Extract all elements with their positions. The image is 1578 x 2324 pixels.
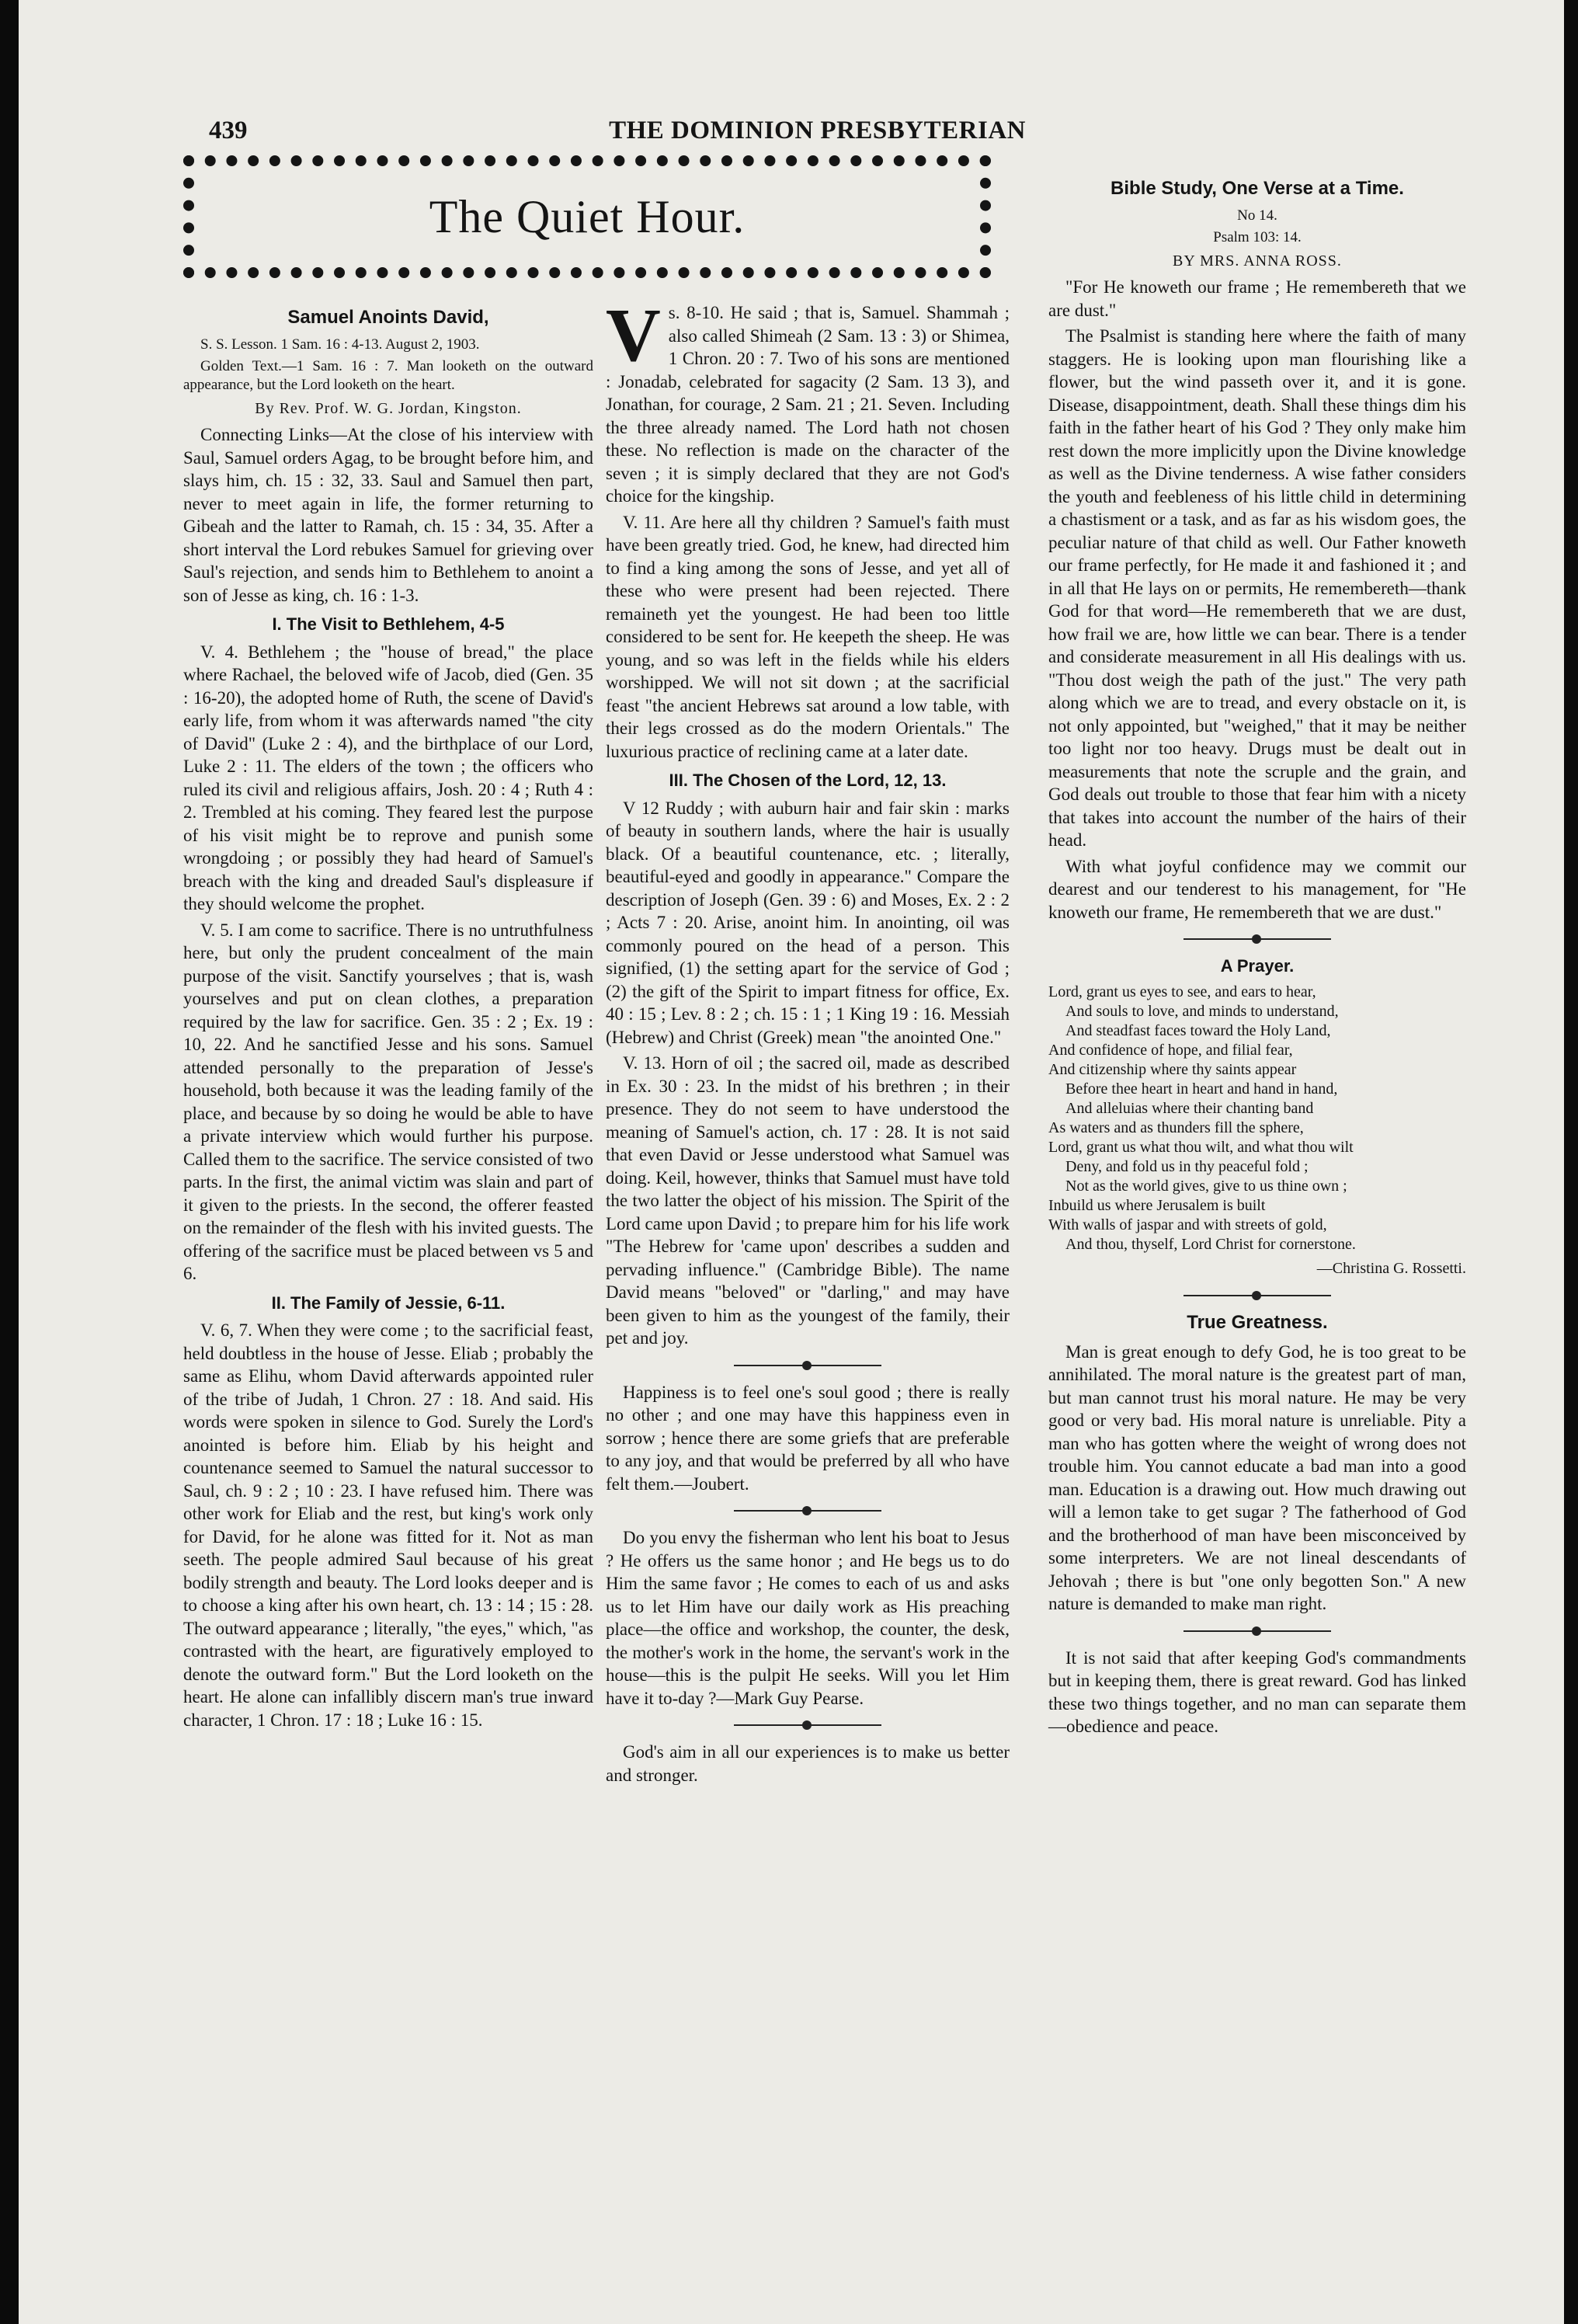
poem-line: Lord, grant us what thou wilt, and what thou wilt bbox=[1048, 1138, 1354, 1156]
poem-line: And confidence of hope, and filial fear, bbox=[1048, 1041, 1293, 1059]
paragraph: With what joyful confidence may we commit our dearest and our tenderest to his management, for "He knoweth our frame, He remembereth that we are dust." bbox=[1048, 856, 1466, 922]
section-divider bbox=[734, 1503, 881, 1519]
drop-cap: V bbox=[606, 294, 661, 377]
article-heading: Bible Study, One Verse at a Time. bbox=[1111, 178, 1404, 199]
column-middle bbox=[606, 294, 1010, 1790]
paragraph: It is not said that after keeping God's commandments but in keeping them, there is great reward. God has linked these two things together, and no man can separate them—obedience and peace. bbox=[1048, 1647, 1466, 1736]
section-title-box bbox=[183, 155, 991, 278]
article-byline: By Rev. Prof. W. G. Jordan, Kingston. bbox=[255, 399, 522, 417]
paragraph: V. 4. Bethlehem ; the "house of bread," the place where Rachael, the beloved wife of Jacob, died (Gen. 35 : 16-20), the adopted home of Ruth, the scene of David's early life, from whom it was afterwards named "the city of David" (Luke 2 : 4), and the birthplace of our Lord, Luke 2 : 11. The elders of the town ; the officers who ruled its civil and religious affairs, Josh. 20 : 4 ; Ruth 4 : 2. Trembled at his coming. They feared lest the purpose of his visit might be to reprove and punish some wrongdoing ; or possibly they had heard of Samuel's breach with the king and dreaded Saul's displeasure if they should welcome the prophet. bbox=[183, 642, 593, 913]
paragraph: God's aim in all our experiences is to make us better and stronger. bbox=[606, 1742, 1010, 1785]
poem-line: And citizenship where thy saints appear bbox=[1048, 1060, 1297, 1078]
lesson-reference: S. S. Lesson. 1 Sam. 16 : 4-13. August 2, 1903. bbox=[200, 336, 480, 353]
column-right bbox=[1048, 172, 1466, 1741]
paragraph: V. 6, 7. When they were come ; to the sacrificial feast, held doubtless in the house of Jesse. Eliab ; probably the same as Elihu, whom David afterwards appointed ruler of the tribe of Judah, 1 Chron. 27 : 18. And said. His words were spoken in silence to God. Surely the Lord's anointed is before him. Eliab by his height and countenance seemed to Samuel the natural successor to Saul, ch. 9 : 2 ; 10 : 23. I have refused him. There was other work for Eliab and the rest, but king's work only for David, for he alone was fitted for it. Not as man seeth. The people admired Saul because of his great bodily strength and beauty. The Lord looks deeper and is to choose a king after his own heart, ch. 13 : 14 ; 15 : 28. The outward appearance ; literally, "the eyes," which, "as contrasted with the heart, are figuratively employed to denote the outward form." But the Lord looketh on the heart. He alone can infallibly discern man's true inward character, 1 Chron. 17 : 18 ; Luke 16 : 15. bbox=[183, 1320, 593, 1730]
column-left bbox=[183, 301, 593, 1734]
subheading: III. The Chosen of the Lord, 12, 13. bbox=[669, 771, 947, 790]
newspaper-page bbox=[19, 0, 1564, 2324]
section-divider bbox=[1184, 1623, 1331, 1639]
subheading: II. The Family of Jessie, 6-11. bbox=[271, 1292, 506, 1313]
subheading: I. The Visit to Bethlehem, 4-5 bbox=[272, 614, 505, 634]
poem-line: Before thee heart in heart and hand in hand, bbox=[1065, 1080, 1338, 1098]
article-heading: True Greatness. bbox=[1187, 1312, 1328, 1333]
psalm-reference: Psalm 103: 14. bbox=[1213, 228, 1302, 245]
study-number: No 14. bbox=[1237, 207, 1277, 224]
paragraph: Man is great enough to defy God, he is too great to be annihilated. The moral nature is the greatest part of man, but man cannot trust his moral nature. He may be very good or very bad. His moral nature is unreliable. Pity a man who has gotten where the weight of wrong does not trouble him. You cannot educate a bad man into a good man. Education is a drawing out. How much drawing out will a lemon take to get sugar ? The fatherhood of God and the brotherhood of man have been misconceived by some interpreters. We are not lineal descendants of Jehovah ; there is but "one only begotten Son." A new nature is demanded to make man right. bbox=[1048, 1341, 1466, 1613]
golden-text: Golden Text.—1 Sam. 16 : 7. Man looketh on the outward appearance, but the Lord looketh on the heart. bbox=[183, 357, 593, 393]
article-byline: BY MRS. ANNA ROSS. bbox=[1173, 252, 1342, 270]
poem-line: And thou, thyself, Lord Christ for cornerstone. bbox=[1065, 1235, 1356, 1253]
paragraph: Do you envy the fisherman who lent his boat to Jesus ? He offers us the same honor ; and He begs us to do Him the same favor ; He comes to each of us and asks us to let Him have our daily work as His preaching place—the office and workshop, the counter, the desk, the mother's work in the home, the servant's work in the house—this is the pulpit He seeks. Will you let Him have it to-day ?—Mark Guy Pearse. bbox=[606, 1528, 1010, 1708]
poem-line: And alleluias where their chanting band bbox=[1065, 1099, 1314, 1117]
poem-line: Not as the world gives, give to us thine own ; bbox=[1065, 1177, 1347, 1195]
section-divider bbox=[1184, 931, 1331, 947]
section-title: The Quiet Hour. bbox=[429, 190, 746, 242]
paragraph: The Psalmist is standing here where the faith of many staggers. He is looking upon man flourishing like a flower, but the wind passeth over it, and it is gone. Disease, disappointment, death. Shall these things dim his faith in the father heart of his God ? They only make him rest down the more implicitly upon the Divine knowledge as well as the Divine tenderness. A wise father considers the youth and feebleness of his little child in determining a chastisment or a task, and as far as his wisdom goes, the peculiar nature of that child as well. Our Father knoweth our frame perfectly, for He made it and fashioned it ; and in all that He lays on or permits, He remembereth—thank God for that word—He remembereth that we are dust, how frail we are, how little we can bear. There is a tender and considerate measurement in all His dealings with us. "Thou dost weigh the path of the just." The very path along which we are to tread, and every obstacle on it, is not only appointed, but "weighed," that it may be neither too light nor too heavy. Drugs must be dealt out in measurements that note the scruple and the grain, and God deals out trouble to those that fear him with a nicety that takes into account the number of the hairs of their head. bbox=[1048, 326, 1466, 850]
publication-title: THE DOMINION PRESBYTERIAN bbox=[609, 117, 1026, 144]
running-head bbox=[209, 117, 1026, 148]
paragraph: V. 13. Horn of oil ; the sacred oil, made as described in Ex. 30 : 23. In the midst of his brethren ; in their presence. They do not seem to have understood the meaning of Samuel's action, ch. 17 : 28. It is not said that even David or Jesse understood what Samuel was doing. Keil, however, thinks that Samuel must have told the two latter the object of his mission. The Spirit of the Lord came upon David ; to prepare him for his life work "The Hebrew for 'came upon' describes a sudden and pervading influence." (Cambridge Bible). The name David means "beloved" or "darling," and may have been given to him as the youngest of the family, their pet and joy. bbox=[606, 1053, 1010, 1348]
section-divider bbox=[734, 1358, 881, 1373]
subheading: A Prayer. bbox=[1220, 956, 1295, 976]
poem-line: Deny, and fold us in thy peaceful fold ; bbox=[1065, 1157, 1309, 1175]
paragraph: Connecting Links—At the close of his interview with Saul, Samuel orders Agag, to be brought before him, and slays him, ch. 15 : 32, 33. Saul and Samuel then part, never to meet again in life, the former returning to Gibeah and the latter to Ramah, ch. 15 : 34, 35. After a short interval the Lord rebukes Samuel for grieving over Saul's rejection, and sends him to Bethlehem to anoint a son of Jesse as king, ch. 16 : 1-3. bbox=[183, 425, 593, 605]
poem bbox=[1048, 983, 1466, 1254]
poem-attribution: —Christina G. Rossetti. bbox=[1316, 1259, 1466, 1277]
poem-line: Inbuild us where Jerusalem is built bbox=[1048, 1196, 1266, 1214]
paragraph: Happiness is to feel one's soul good ; there is really no other ; and one may have this happiness even in sorrow ; hence there are some griefs that are preferable to any joy, and that would be preferred by all who have felt them.—Joubert. bbox=[606, 1382, 1010, 1494]
poem-line: And souls to love, and minds to understand, bbox=[1065, 1002, 1339, 1020]
paragraph: V. 5. I am come to sacrifice. There is no untruthfulness here, but only the prudent concealment of the main purpose of the visit. Sanctify yourselves ; that is, wash yourselves and put on clean clothes, a preparation required by the law for sacrifice. Gen. 35 : 2 ; Ex. 19 : 10, 22. And he sanctified Jesse and his sons. Samuel attended personally to the preparation of Jesse's household, both because it was the leading family of the place, and because by so doing he would be able to have a private interview which would further his purpose. Called them to the sacrifice. The service consisted of two parts. In the first, the animal victim was slain and part of it given to the priests. In the second, the offerer feasted on the remainder of the flesh with his invited guests. The offering of the sacrifice must be placed between vs 5 and 6. bbox=[183, 920, 593, 1283]
paragraph: V. 11. Are here all thy children ? Samuel's faith must have been greatly tried. God, he knew, had directed him to find a king among the sons of Jesse, and yet all of these who were present had been rejected. There remaineth yet the youngest. He had been too little considered to be sent for. He keepeth the sheep. He was young, and so was left in the fields while his elders worshipped. We will not sit down ; at the sacrificial feast "the ancient Hebrews sat around a low table, with their legs crossed as do the modern Orientals." The luxurious practice of reclining came at a later date. bbox=[606, 512, 1010, 761]
paragraph: "For He knoweth our frame ; He remembereth that we are dust." bbox=[1048, 277, 1466, 320]
section-divider bbox=[1184, 1288, 1331, 1303]
page-number: 439 bbox=[209, 117, 248, 144]
paragraph: V 12 Ruddy ; with auburn hair and fair skin : marks of beauty in southern lands, where the hair is usually black. Of a beautiful countenance, etc. ; literally, beautiful-eyed and goodly in appearance." Compare the description of Joseph (Gen. 39 : 6) and Moses, Ex. 2 : 2 ; Acts 7 : 20. Arise, anoint him. In anointing, oil was commonly poured on the head of a person. This signified, (1) the setting apart for the service of God ; (2) the gift of the Spirit to impart fitness for office, Ex. 40 : 15 ; Lev. 8 : 2 ; ch. 15 : 1 ; 1 King 19 : 16. Messiah (Hebrew) and Christ (Greek) mean "the anointed One." bbox=[606, 798, 1010, 1047]
poem-line: As waters and as thunders fill the sphere, bbox=[1048, 1119, 1304, 1136]
poem-line: And steadfast faces toward the Holy Land, bbox=[1065, 1021, 1331, 1039]
poem-line: Lord, grant us eyes to see, and ears to hear, bbox=[1048, 983, 1316, 1000]
article-heading: Samuel Anoints David, bbox=[287, 307, 489, 328]
section-divider bbox=[734, 1717, 881, 1733]
poem-line: With walls of jaspar and with streets of gold, bbox=[1048, 1216, 1327, 1233]
paragraph: Vs. 8-10. He said ; that is, Samuel. Shammah ; also called Shimeah (2 Sam. 13 : 3) or Shimea, 1 Chron. 20 : 7. Two of his sons are mentioned : Jonadab, celebrated for sagacity (2 Sam. 13 3), and Jonathan, for courage, 2 Sam. 21 ; 21. Seven. Including the three already named. The Lord hath not chosen these. No reflection is made on the character of the seven ; it is simply declared that they are not God's choice for the kingship. bbox=[606, 294, 1010, 506]
